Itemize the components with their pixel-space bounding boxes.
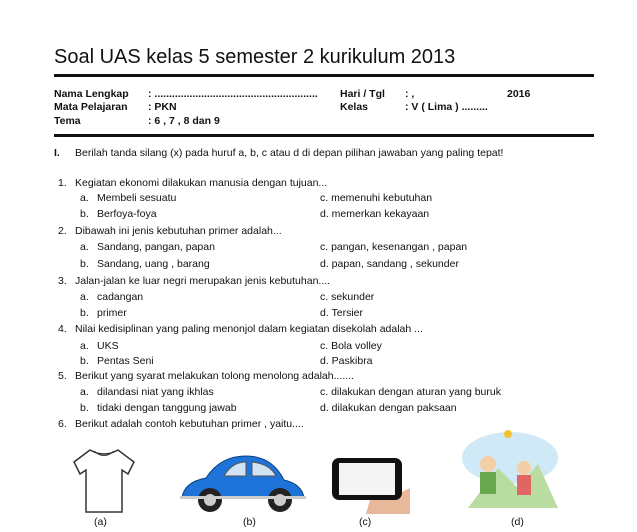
- question-number: 5.: [58, 370, 67, 382]
- option-letter-a: a.: [80, 241, 89, 253]
- option-b: tidaki dengan tanggung jawab: [97, 402, 237, 414]
- option-letter-b: b.: [80, 355, 89, 367]
- option-b: primer: [97, 307, 127, 319]
- question-text: Kegiatan ekonomi dilakukan manusia dengan tujuan...: [75, 177, 328, 189]
- option-a: Membeli sesuatu: [97, 192, 177, 204]
- tshirt-image: [70, 446, 138, 521]
- car-image: [176, 452, 308, 521]
- option-c: c. memenuhi kebutuhan: [320, 192, 433, 204]
- question-text: Dibawah ini jenis kebutuhan primer adalah...: [75, 225, 282, 237]
- option-d: d. memerkan kekayaan: [320, 208, 430, 220]
- option-d: d. dilakukan dengan paksaan: [320, 402, 457, 414]
- option-a: dilandasi niat yang ikhlas: [97, 386, 214, 398]
- header-divider: [54, 134, 594, 137]
- option-c: c. Bola volley: [320, 340, 382, 352]
- question-number: 6.: [58, 418, 67, 430]
- page-title: Soal UAS kelas 5 semester 2 kurikulum 2013: [54, 46, 456, 68]
- section-number: I.: [54, 147, 60, 159]
- nama-label: Nama Lengkap: [54, 88, 129, 100]
- option-d: d. papan, sandang , sekunder: [320, 258, 459, 270]
- question-number: 3.: [58, 275, 67, 287]
- question-number: 1.: [58, 177, 67, 189]
- hari-label: Hari / Tgl: [340, 88, 385, 100]
- section-instruction: Berilah tanda silang (x) pada huruf a, b, c atau d di depan pilihan jawaban yang paling tepat!: [75, 147, 504, 159]
- children-hiking-image: [458, 428, 562, 521]
- option-letter-b: b.: [80, 402, 89, 414]
- kelas-label: Kelas: [340, 101, 369, 113]
- option-a: Sandang, pangan, papan: [97, 241, 215, 253]
- option-letter-b: b.: [80, 258, 89, 270]
- option-c: c. sekunder: [320, 291, 375, 303]
- caption-a: (a): [94, 516, 107, 528]
- option-b: Berfoya-foya: [97, 208, 157, 220]
- option-b: Pentas Seni: [97, 355, 154, 367]
- question-text: Nilai kedisiplinan yang paling menonjol dalam kegiatan disekolah adalah ...: [75, 323, 423, 335]
- year: 2016: [507, 88, 531, 100]
- question-text: Jalan-jalan ke luar negri merupakan jenis kebutuhan....: [75, 275, 331, 287]
- question-text: Berikut yang syarat melakukan tolong menolong adalah.......: [75, 370, 354, 382]
- option-c: c. dilakukan dengan aturan yang buruk: [320, 386, 501, 398]
- option-letter-a: a.: [80, 192, 89, 204]
- option-letter-a: a.: [80, 291, 89, 303]
- option-b: Sandang, uang , barang: [97, 258, 210, 270]
- hari-value: : ,: [405, 88, 415, 100]
- option-d: d. Paskibra: [320, 355, 373, 367]
- option-letter-a: a.: [80, 340, 89, 352]
- option-letter-b: b.: [80, 307, 89, 319]
- caption-d: (d): [511, 516, 524, 528]
- option-c: c. pangan, kesenangan , papan: [320, 241, 468, 253]
- option-letter-b: b.: [80, 208, 89, 220]
- option-d: d. Tersier: [320, 307, 363, 319]
- smartphone-image: [330, 448, 412, 519]
- option-letter-a: a.: [80, 386, 89, 398]
- tema-value: : 6 , 7 , 8 dan 9: [148, 115, 220, 127]
- option-a: UKS: [97, 340, 119, 352]
- caption-c: (c): [359, 516, 372, 528]
- question-number: 4.: [58, 323, 67, 335]
- tema-label: Tema: [54, 115, 81, 127]
- caption-b: (b): [243, 516, 256, 528]
- title-divider: [54, 74, 594, 77]
- mapel-value: : PKN: [148, 101, 177, 113]
- question-number: 2.: [58, 225, 67, 237]
- question-text: Berikut adalah contoh kebutuhan primer , yaitu....: [75, 418, 304, 430]
- mapel-label: Mata Pelajaran: [54, 101, 128, 113]
- nama-field: : ........................................................: [148, 88, 318, 100]
- kelas-value: : V ( Lima ) .........: [405, 101, 488, 113]
- option-a: cadangan: [97, 291, 144, 303]
